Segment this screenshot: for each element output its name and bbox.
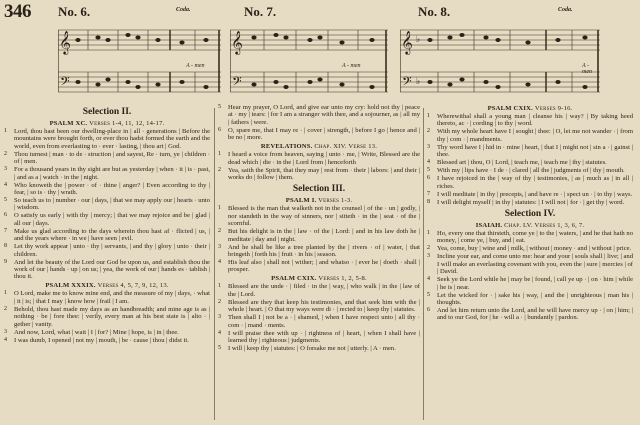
coda-label: Coda. [558,7,573,13]
verse-text: Wherewithal shall a young man | cleanse his | way? | By taking heed thereto, ac · | cording | to thy | word. [437,113,633,128]
verse-number: 8 [427,198,430,205]
verse-list [218,205,420,273]
verse-text: And he shall be like a tree planted by the | rivers · of | water, | that bringeth | forth his | fruit · in his | season. [228,243,420,259]
verse-text: Incline your ear, and come unto me: hear and your | souls shall | live; | and I will make an everlasting covenant with you, even the | sure | mercies | of | David. [437,253,633,276]
verse [427,253,633,275]
verse-number: 4 [427,276,430,283]
psalm-heading: PSALM I. Verses 1-3. [285,197,353,205]
verse-number: 8 [4,243,7,250]
verse-number: 5 [218,104,221,110]
selection-heading: Selection II. [82,107,132,117]
verse-number: 1 [4,290,7,297]
chant-label: No. 8. [418,4,451,19]
verse-number: 3 [4,328,7,335]
verse-text: And now, Lord, what | wait | I | for? | Mine | hope, is | in | thee. [14,328,179,336]
verse [4,182,210,197]
verse [427,167,633,174]
selection-heading: Selection IV. [504,209,556,220]
verse-text: Blessed are the unde · | filed · in the | way, | who walk | in the | law of the | Lord. [228,283,420,298]
verse-number: 4 [218,259,221,266]
verse [218,314,420,329]
page-number: 346 [4,1,31,22]
column-divider [214,108,215,420]
verse-text: I will meditate | in thy | precepts, | and have re · | spect un · | to thy | ways. [437,190,633,198]
verse-text: Seek ye the Lord while he | may be | found, | call ye up · | on · him | while | he is | near. [437,276,633,291]
verse-number: 3 [427,143,430,150]
verse-text: Lord, thou hast been our dwelling-place in | all · generations | Before the mountains were brought forth, or ever thou hadst formed the earth and the world, even from everlasting to · ever · lasting, | thou art | God. [14,128,210,150]
amen-label: A - men [582,63,592,75]
verse-number: 3 [4,166,7,173]
verse-text: His leaf also | shall not | wither; | and whatso · | ever he | doeth · shall | prosper. [228,259,420,274]
verse-text: O satisfy us early | with thy | mercy; | that we may rejoice and be | glad | all our | days. [14,212,210,227]
verse [4,166,210,181]
verse-number: 6 [427,307,430,314]
verse [4,151,210,166]
verse-list [218,283,420,352]
verse-number: 4 [4,181,7,188]
verse-number: 1 [4,128,7,134]
verse-text: Blessed art | thou, O | Lord, | teach me, | teach me | thy | statutes. [437,159,607,167]
verse-number: 1 [218,205,221,212]
verse [218,283,420,298]
verse [218,127,420,142]
verse-text: I will delight myself | in thy | statutes: | I will not | for · | get thy | word. [437,198,625,206]
verse-number: 7 [427,190,430,197]
verse-text: Hear my prayer, O Lord, and give ear unto my cry: hold not thy | peace at · my | tears: | for I am a stranger with thee, and a sojourner, as | all my | fathers | were. [228,104,420,126]
verse-text: So teach us to | number · our | days, | that we may apply our | hearts · unto | wisdom. [14,197,210,212]
svg-text:𝄞: 𝄞 [59,30,71,54]
verse [4,197,210,212]
verse-text: Thy word have I | hid in · mine | heart, | that I | might not | sin a · | gainst | thee. [437,143,633,159]
verse-text: I will praise thee with up · | rightness of | heart, | when I shall have | learned thy | righteous | judgments. [228,329,420,345]
verse [427,292,633,307]
verse-number: 5 [427,167,430,174]
svg-text:𝄢: 𝄢 [60,74,70,92]
verse-text: But his delight is in the | law · of the | Lord: | and in his law doth he | meditate | day and | night. [228,228,420,243]
verse-number: 2 [218,298,221,305]
verse [4,259,210,281]
svg-text:𝄢: 𝄢 [232,74,242,92]
verse-text: Thou turnest | man · to de · struction | and sayest, Re · turn, ye | children · of | men. [14,150,210,166]
verse [4,290,210,305]
verse-text: Ho, every one that thirsteth, come ye | to the | waters, | and he that hath no money, | come ye, | buy, and | eat. [437,230,633,245]
column-3 [427,104,633,322]
verse-text: Yea, come, buy | wine and | milk, | without | money · and | without | price. [437,245,632,253]
verse-number: 6 [218,126,221,133]
verse [4,337,210,344]
column-1 [4,104,210,345]
verse-text: O, spare me, that I may re · | cover | strength, | before I go | hence and | be no | more. [228,126,420,142]
verse-number: 5 [4,197,7,204]
verse-list [218,104,420,142]
verse-number: 2 [4,150,7,157]
verse-number: 5 [218,345,221,352]
verse [4,329,210,336]
verse [218,205,420,227]
verse-number: 4 [218,329,221,336]
chant-no-8 [400,4,600,108]
verse-number: 3 [218,243,221,250]
verse [4,212,210,227]
verse [218,330,420,345]
verse-list [4,128,210,281]
verse [4,306,210,328]
verse-text: And let him return unto the Lord, and he will have mercy up · | on | him; | and to our God, for | he · will a · | bundantly | pardon. [437,307,633,322]
verse-number: 2 [218,228,221,235]
verse [427,276,633,291]
verse [427,128,633,143]
verse [427,113,633,128]
verse-number: 2 [218,166,221,173]
verse-text: Then shall I | not be a · | shamed, | when I have respect unto | all thy · com · | mand · ments. [228,314,420,329]
verse-list [4,290,210,344]
verse-number: 2 [427,245,430,252]
verse [218,228,420,243]
verse [427,175,633,190]
verse [427,230,633,245]
column-divider [423,108,424,420]
column-2 [218,104,420,353]
verse-text: Blessed are they that keep his testimonies, and that seek him with the | whole | heart. | O that my ways were di · | rected to | keep thy | statutes. [228,298,420,314]
verse-number: 2 [427,128,430,135]
verse-list [427,230,633,322]
chant-no-7 [230,4,388,108]
verse-text: And let the beauty of the Lord our God be upon us, and establish thou the work of our | hands · up | on us; | yea, the work of our | hands es · tablish | thou it. [14,258,210,281]
chant-no-6 [58,4,221,108]
psalm-heading: PSALM CXIX. Verses 1, 2, 5-8. [271,275,367,283]
verse [427,191,633,198]
music-staff-8 [400,20,600,110]
verse [218,299,420,314]
verse-text: Let thy work appear | unto · thy | servants, | and thy | glory | unto · their | children. [14,243,210,258]
svg-text:♭: ♭ [416,77,421,87]
verse-number: 1 [218,151,221,158]
verse-number: 6 [4,212,7,219]
verse-text: I was dumb, I opened | not my | mouth, | be · cause | thou | didst it. [14,336,189,344]
revelations-heading: REVELATIONS. Chap. XIV. Verse 13. [260,143,378,151]
verse-text: Blessed is the man that walketh not in the counsel | of the · un | godly, | nor standeth in the way of sinners, nor | sitteth · in the | seat · of the | scornful. [228,205,420,228]
verse-text: Behold, thou hast made my days as an handbreadth; and mine age is as | nothing · be | fore thee: | verily, every man at his best state is | alto · | gether | vanity. [14,305,210,328]
verse-text: I heard a voice from heaven, saying | unto · me, | Write, Blessed are the dead which | die · in the | Lord from | henceforth [228,151,420,166]
verse-number: 1 [427,113,430,119]
svg-text:𝄢: 𝄢 [402,74,412,92]
verse-text: Yea, saith the Spirit, that they may | rest from · their | labors: | and their | works do | follow | them. [228,166,420,182]
selection-heading: Selection III. [292,184,346,195]
coda-label: Coda. [176,7,191,13]
verse [427,307,633,322]
verse-number: 3 [218,314,221,321]
psalm-heading: PSALM XC. Verses 1-4, 11, 12, 14-17. [49,120,165,127]
verse [218,345,420,352]
psalm-heading: PSALM XXXIX. Verses 4, 5, 7, 9, 12, 13. [45,282,169,290]
verse-text: With my | lips have · I de · | clared | all the | judgments of | thy | mouth. [437,167,625,175]
verse [218,167,420,182]
verse-list [427,113,633,206]
verse-number: 4 [4,336,7,343]
verse-number: 9 [4,258,7,265]
verse-text: O Lord, make me to know mine end, and the measure of my | days, · what | it | is; | that I may | know how | frail | I am. [14,290,210,305]
verse-text: Who knoweth the | power · of · thine | anger? | Even according to thy | fear, | so is · thy | wrath. [14,181,210,197]
verse [427,245,633,252]
chant-label: No. 6. [58,4,91,19]
verse-text: With my whole heart have I | sought | thee: | O, let me not wander · | from thy | com · | mandments. [437,128,633,143]
verse-number: 3 [427,253,430,260]
verse [4,128,210,150]
svg-text:𝄞: 𝄞 [231,30,243,54]
svg-text:𝄞: 𝄞 [401,30,413,54]
verse [218,151,420,166]
chant-label: No. 7. [244,4,277,19]
verse [427,144,633,159]
amen-label: A - men [186,63,205,69]
verse [427,159,633,166]
amen-label: A - men [342,63,361,69]
verse-number: 5 [427,291,430,298]
verse [218,104,420,126]
psalm-heading: PSALM CXIX. Verses 9-16. [487,105,573,112]
verse [218,259,420,274]
verse-number: 4 [427,159,430,166]
verse-text: I will | keep thy | statutes: | O forsake me not | utterly. | A · men. [228,345,396,353]
verse [4,228,210,243]
music-staff-7 [230,20,388,110]
verse-text: I have rejoiced in the | way of thy | testimonies, | as | much as | in all | riches. [437,175,633,190]
verse [218,244,420,259]
verse-list [218,151,420,181]
svg-text:♭: ♭ [416,35,421,45]
verse-text: Let the wicked for · | sake his | way, | and the | unrighteous | man his | thoughts. [437,291,633,307]
isaiah-heading: ISAIAH. Chap. LV. Verses 1, 3, 6, 7. [475,222,585,230]
verse-text: Make us glad according to the days wherein thou hast af · flicted | us, | and the years where · in we | have seen | evil. [14,227,210,243]
verse-number: 2 [4,305,7,312]
verse [427,199,633,206]
verse-number: 1 [427,230,430,237]
verse-number: 6 [427,175,430,182]
verse-number: 1 [218,283,221,290]
verse-number: 7 [4,227,7,234]
verse [4,243,210,258]
verse-text: For a thousand years in thy sight are but as yesterday | when · it | is · past, | and as a | watch · in the | night. [14,166,210,181]
